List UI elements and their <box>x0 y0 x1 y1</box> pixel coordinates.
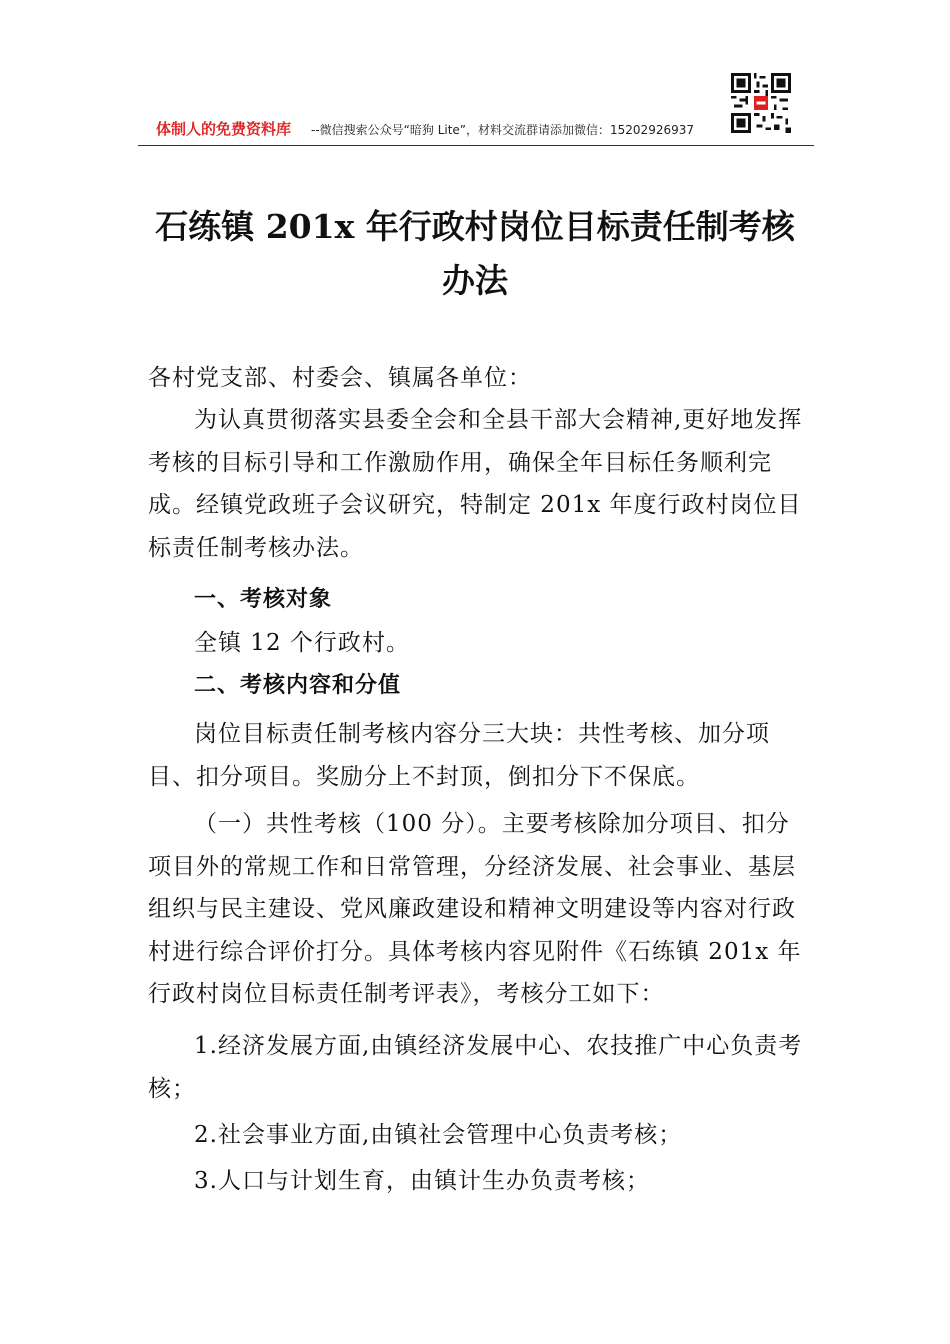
section-2-heading: 二、考核内容和分值 <box>194 673 402 698</box>
header-brand: 体制人的免费资料库 <box>156 120 292 138</box>
intro-paragraph: 为认真贯彻落实县委全会和全县干部大会精神,更好地发挥考核的目标引导和工作激励作用，确保全年目标任务顺利完成。经镇党政班子会议研究，特制定 201x 年度行政村岗位目标责任制考核办法。 <box>148 407 803 561</box>
title-line-2: 办法 <box>442 261 508 300</box>
section-1-body: 全镇 12 个行政村。 <box>194 630 410 656</box>
subsection-1: （一）共性考核（100 分）。主要考核除加分项目、扣分项目外的常规工作和日常管理，分经济发展、社会事业、基层组织与民主建设、党风廉政建设和精神文明建设等内容对行政村进行综合评价打分。具体考核内容见附件《石练镇 201x 年行政村岗位目标责任制考评表》，考核分工如下： <box>148 811 802 1007</box>
list-item: 3.人口与计划生育，由镇计生办负责考核； <box>194 1168 650 1194</box>
qr-code-icon <box>731 73 791 133</box>
list-item: 2.社会事业方面,由镇社会管理中心负责考核； <box>194 1122 683 1148</box>
list-item: 1.经济发展方面,由镇经济发展中心、农技推广中心负责考核； <box>148 1033 803 1102</box>
title-line-1: 石练镇 201x 年行政村岗位目标责任制考核 <box>155 207 795 246</box>
section-1-heading: 一、考核对象 <box>194 587 333 612</box>
section-2-body: 岗位目标责任制考核内容分三大块：共性考核、加分项目、扣分项目。奖励分上不封顶，倒扣分下不保底。 <box>148 721 770 790</box>
page-header <box>138 116 814 146</box>
document-title <box>100 200 850 308</box>
header-note: --微信搜索公众号“暗狗 Lite”，材料交流群请添加微信：15202926937 <box>311 123 694 137</box>
salutation: 各村党支部、村委会、镇属各单位： <box>148 365 532 391</box>
